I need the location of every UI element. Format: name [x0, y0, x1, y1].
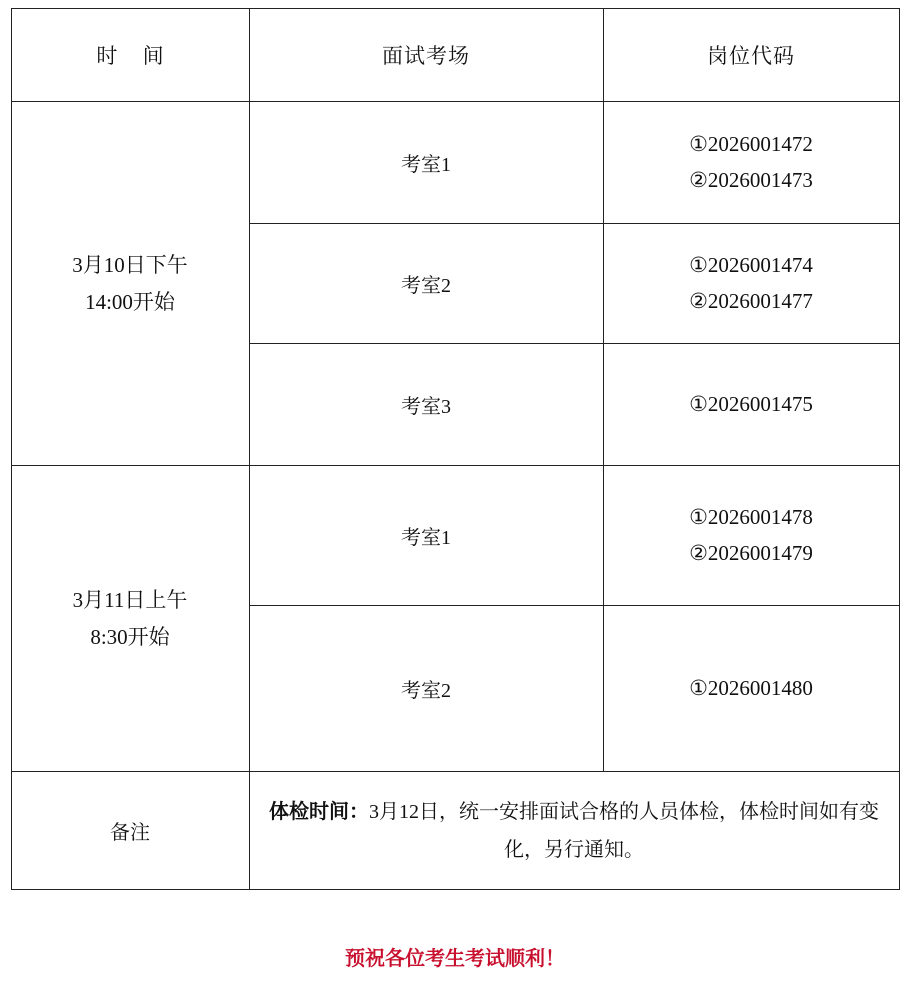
time-slot-2-line1: 3月11日上午 [72, 587, 188, 612]
time-slot-1-line1: 3月10日下午 [72, 252, 188, 277]
job-code: ①2026001474 [689, 252, 813, 277]
room-label: 考室2 [249, 606, 603, 772]
job-code: ①2026001472 [689, 131, 813, 156]
room-label: 考室1 [249, 466, 603, 606]
time-slot-1 [11, 102, 249, 466]
time-slot-2 [11, 466, 249, 772]
time-slot-1-line2: 14:00开始 [85, 289, 175, 314]
header-time: 时 间 [11, 9, 249, 102]
note-text: 3月12日，统一安排面试合格的人员体检，体检时间如有变化，另行通知。 [369, 800, 879, 861]
job-code: ②2026001479 [689, 540, 813, 565]
job-code-cell [603, 344, 899, 466]
note-body [249, 772, 899, 890]
room-label: 考室3 [249, 344, 603, 466]
job-code: ①2026001478 [689, 504, 813, 529]
table-header-row [11, 9, 899, 102]
job-code-cell [603, 224, 899, 344]
time-slot-2-line2: 8:30开始 [90, 624, 170, 649]
room-label: 考室2 [249, 224, 603, 344]
job-code: ①2026001480 [689, 675, 813, 700]
header-code: 岗位代码 [603, 9, 899, 102]
room-label: 考室1 [249, 102, 603, 224]
table-row [11, 466, 899, 606]
job-code: ②2026001477 [689, 288, 813, 313]
job-code-cell [603, 102, 899, 224]
job-code-cell [603, 466, 899, 606]
job-code: ②2026001473 [689, 167, 813, 192]
note-row [11, 772, 899, 890]
table-row [11, 102, 899, 224]
note-label: 备注 [11, 772, 249, 890]
footer-message: 预祝各位考生考试顺利！ [345, 948, 565, 970]
header-room: 面试考场 [249, 9, 603, 102]
job-code-cell [603, 606, 899, 772]
interview-schedule-table [11, 8, 900, 890]
job-code: ①2026001475 [689, 391, 813, 416]
note-bold-prefix: 体检时间： [269, 800, 369, 823]
